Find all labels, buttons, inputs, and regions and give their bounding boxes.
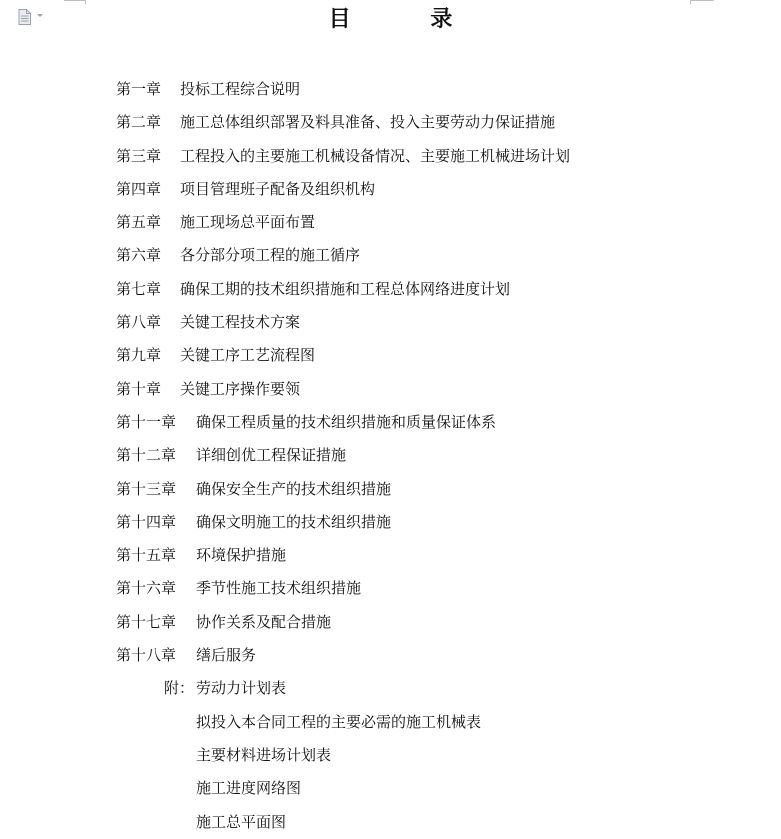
chapter-title: 确保工程质量的技术组织措施和质量保证体系 [196, 412, 497, 431]
chapter-number: 第十六章 [116, 579, 177, 598]
table-of-contents [0, 73, 781, 839]
appendix-item-title: 拟投入本合同工程的主要必需的施工机械表 [196, 712, 482, 731]
toc-chapter-entry[interactable] [0, 539, 781, 572]
toc-appendix-entry[interactable] [0, 706, 781, 739]
chapter-title: 详细创优工程保证措施 [196, 446, 347, 465]
chapter-number: 第十三章 [116, 479, 177, 498]
chapter-number: 第十一章 [116, 412, 177, 431]
toc-chapter-entry[interactable] [0, 506, 781, 539]
chapter-number: 第七章 [116, 279, 162, 298]
chapter-number: 第五章 [116, 213, 162, 232]
appendix-item-title: 主要材料进场计划表 [196, 745, 332, 764]
chapter-number: 第十章 [116, 379, 162, 398]
chapter-title: 关键工程技术方案 [180, 313, 301, 332]
chapter-number: 第二章 [116, 113, 162, 132]
chapter-title: 环境保护措施 [196, 546, 287, 565]
chapter-title: 各分部分项工程的施工循序 [180, 246, 361, 265]
appendix-item-title: 施工总平面图 [196, 812, 287, 831]
chapter-title: 关键工序操作要领 [180, 379, 301, 398]
toc-chapter-entry[interactable] [0, 306, 781, 339]
chapter-title: 确保文明施工的技术组织措施 [196, 512, 392, 531]
chapter-number: 第一章 [116, 80, 162, 98]
chapter-number: 第三章 [116, 146, 162, 165]
chapter-title: 工程投入的主要施工机械设备情况、主要施工机械进场计划 [180, 146, 571, 165]
appendix-item-title: 施工进度网络图 [196, 779, 302, 798]
appendix-label: 附： [164, 679, 195, 698]
toc-chapter-entry[interactable] [0, 606, 781, 639]
toc-chapter-entry[interactable] [0, 572, 781, 605]
appendix-item-title: 劳动力计划表 [196, 679, 287, 698]
toc-chapter-entry[interactable] [0, 206, 781, 239]
toc-chapter-entry[interactable] [0, 73, 781, 106]
page-corner-mark-right-vertical [690, 0, 691, 4]
toc-chapter-entry[interactable] [0, 173, 781, 206]
chapter-title: 协作关系及配合措施 [196, 612, 332, 631]
page-corner-mark-left-vertical [85, 0, 86, 4]
toc-appendix-entry[interactable] [0, 672, 781, 705]
toc-appendix-entry[interactable] [0, 772, 781, 805]
toc-chapter-entry[interactable] [0, 473, 781, 506]
toc-chapter-entry[interactable] [0, 239, 781, 272]
toc-chapter-entry[interactable] [0, 406, 781, 439]
page-title: 目 录 [328, 7, 489, 32]
chapter-title: 关键工序工艺流程图 [180, 346, 316, 365]
chapter-title: 投标工程综合说明 [180, 80, 301, 98]
toc-chapter-entry[interactable] [0, 339, 781, 372]
chapter-number: 第十二章 [116, 446, 177, 465]
chapter-number: 第十八章 [116, 646, 177, 665]
chapter-number: 第十五章 [116, 546, 177, 565]
toc-appendix-entry[interactable] [0, 739, 781, 772]
toc-chapter-entry[interactable] [0, 106, 781, 139]
chapter-number: 第六章 [116, 246, 162, 265]
toc-chapter-entry[interactable] [0, 439, 781, 472]
chapter-title: 缮后服务 [196, 646, 257, 665]
toc-chapter-entry[interactable] [0, 373, 781, 406]
toc-chapter-entry[interactable] [0, 140, 781, 173]
chapter-number: 第十七章 [116, 612, 177, 631]
chapter-title: 确保安全生产的技术组织措施 [196, 479, 392, 498]
chapter-title: 施工现场总平面布置 [180, 213, 316, 232]
page-corner-mark-left [64, 0, 86, 1]
chapter-title: 施工总体组织部署及料具准备、投入主要劳动力保证措施 [180, 113, 556, 132]
toc-chapter-entry[interactable] [0, 639, 781, 672]
chapter-title: 项目管理班子配备及组织机构 [180, 179, 376, 198]
chapter-number: 第十四章 [116, 512, 177, 531]
chapter-number: 第八章 [116, 313, 162, 332]
chapter-title: 确保工期的技术组织措施和工程总体网络进度计划 [180, 279, 511, 298]
page-corner-mark-right [690, 0, 714, 1]
chapter-title: 季节性施工技术组织措施 [196, 579, 362, 598]
chapter-number: 第四章 [116, 179, 162, 198]
chapter-number: 第九章 [116, 346, 162, 365]
toc-chapter-entry[interactable] [0, 273, 781, 306]
